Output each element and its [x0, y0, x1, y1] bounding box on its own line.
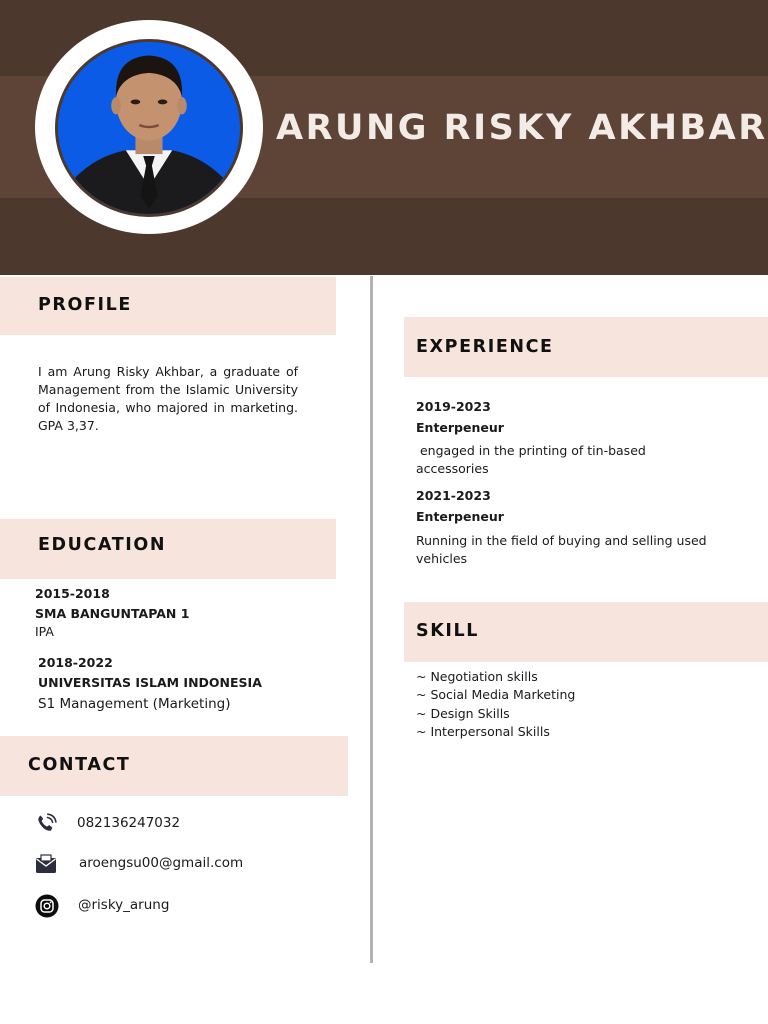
- skill-item: ~ Social Media Marketing: [416, 687, 576, 702]
- experience-role-2: Enterpeneur: [416, 509, 504, 524]
- email-icon: [34, 852, 58, 876]
- education-heading: EDUCATION: [38, 535, 167, 555]
- contact-heading: CONTACT: [28, 755, 131, 775]
- experience-role-1: Enterpeneur: [416, 420, 504, 435]
- instagram-icon: [35, 894, 59, 918]
- experience-years-2: 2021-2023: [416, 488, 491, 503]
- skill-heading: SKILL: [416, 621, 479, 641]
- experience-heading: EXPERIENCE: [416, 337, 554, 357]
- profile-text: I am Arung Risky Akhbar, a graduate of Management from the Islamic University of Indonesia, who majored in marketing. GPA 3,37.: [38, 364, 298, 433]
- instagram-handle[interactable]: @risky_arung: [78, 897, 170, 913]
- education-years-2: 2018-2022: [38, 655, 113, 670]
- education-school-1: SMA BANGUNTAPAN 1: [35, 606, 190, 621]
- candidate-name: ARUNG RISKY AKHBAR: [276, 108, 768, 148]
- education-years-1: 2015-2018: [35, 586, 110, 601]
- education-school-2: UNIVERSITAS ISLAM INDONESIA: [38, 675, 262, 690]
- email-address[interactable]: aroengsu00@gmail.com: [79, 855, 244, 871]
- phone-number[interactable]: 082136247032: [77, 815, 181, 831]
- experience-description-1: engaged in the printing of tin-based accessories: [416, 443, 650, 476]
- education-detail-1: IPA: [35, 624, 54, 639]
- experience-years-1: 2019-2023: [416, 399, 491, 414]
- skill-item: ~ Negotiation skills: [416, 669, 538, 684]
- profile-heading: PROFILE: [38, 295, 132, 315]
- column-divider: [370, 276, 373, 963]
- phone-icon: [34, 812, 58, 836]
- experience-description-2: Running in the field of buying and selling used vehicles: [416, 533, 707, 566]
- skill-item: ~ Design Skills: [416, 706, 510, 721]
- education-detail-2: S1 Management (Marketing): [38, 696, 231, 712]
- skill-item: ~ Interpersonal Skills: [416, 724, 550, 739]
- profile-photo: [55, 39, 243, 217]
- person-portrait-icon: [58, 42, 240, 214]
